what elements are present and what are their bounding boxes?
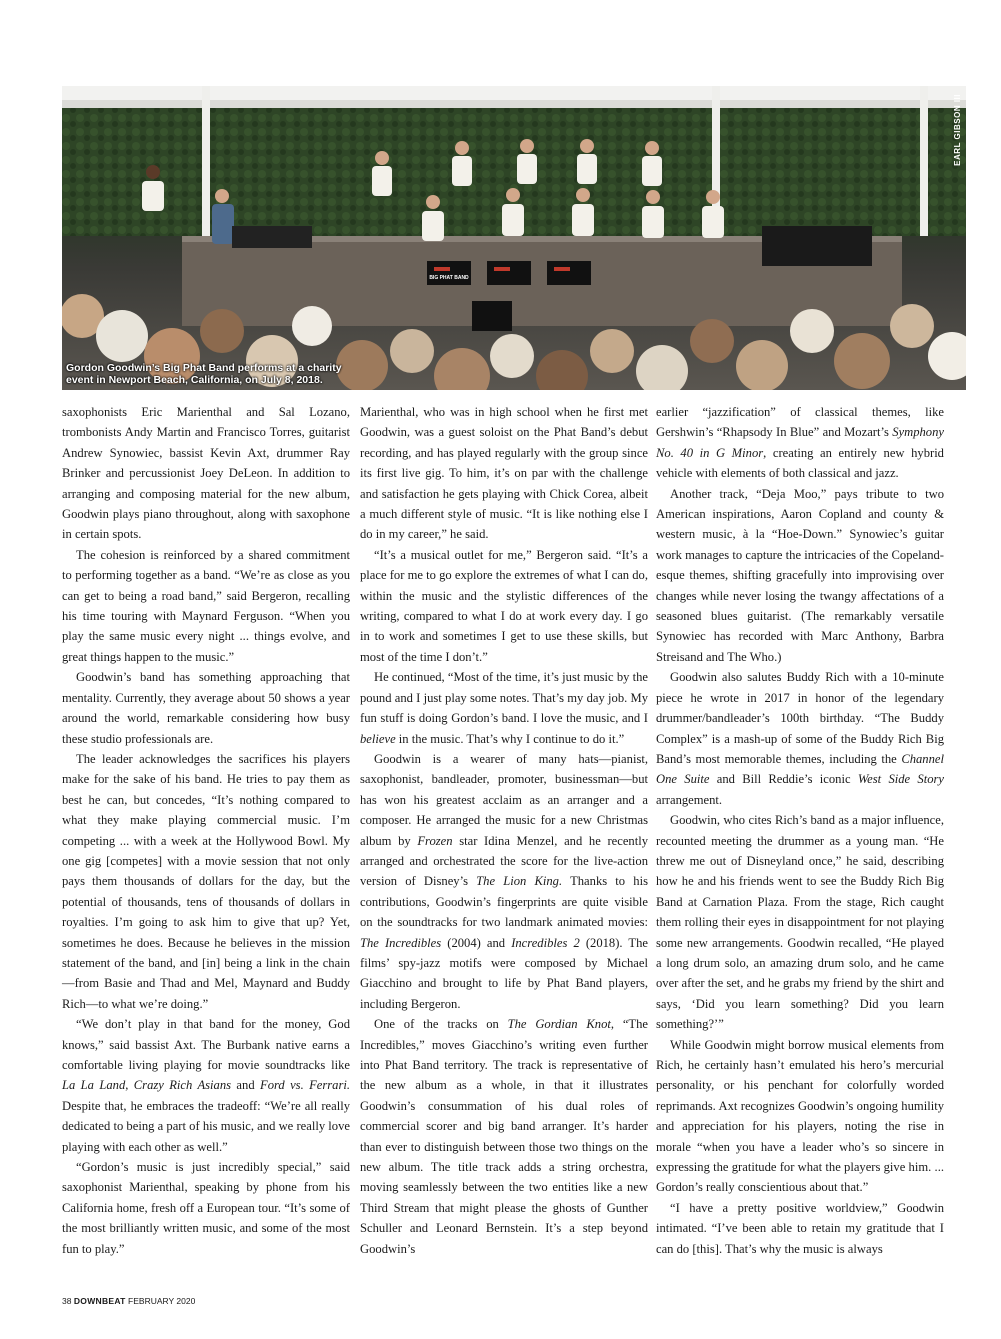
paragraph: The leader acknowledges the sacrifices his players make for the sake of his band. He tries to pay them as best he can, but concedes, “It’s nothing compared to what they make playing commercial music. I’m competing ... with a week at the Hollywood Bowl. My one gig [competes] with a movie session that not only pays them thousands of dollars for the day, but the potential of thousands, tens of thousands of dollars in royalties. I’m going to ask him to give that up? Yet, sometimes he does. Because he believes in the mission statement of the band, and [in] being a link in the chain—from Basie and Thad and Mel, Maynard and Buddy Rich—to what we’re doing.” xyxy=(62,751,350,1011)
paragraph: Goodwin is a wearer of many hats—pianist, saxophonist, bandleader, promoter, businessman—but has won his greatest acclaim as an arranger and a composer. He arranged the music for a new Christmas album by Frozen star Idina Menzel, and he recently arranged and orchestrated the score for the live-action version of Disney’s The Lion King. Thanks to his contributions, Goodwin’s fingerprints are quite visible on the soundtracks for two landmark animated movies: The Incredibles (2004) and Incredibles 2 (2018). The films’ spy-jazz motifs were composed by Michael Giacchino and brought to life by Phat Band players, including Bergeron. xyxy=(360,751,649,1011)
article-column-2 xyxy=(360,402,648,1259)
paragraph: “It’s a musical outlet for me,” Bergeron said. “It’s a place for me to go explore the extremes of what I can do, within the music and the stylistic differences of the writing, compared to what I do at work every day. I go in to work and sometimes I get to use these skills, but most of the time I don’t.” xyxy=(360,547,648,664)
paragraph: “Gordon’s music is just incredibly special,” said saxophonist Marienthal, speaking by phone from his California home, fresh off a European tour. “It’s some of the most brilliantly written music, and some of the most fun to play.” xyxy=(62,1160,350,1256)
paragraph: Another track, “Deja Moo,” pays tribute to two American inspirations, Aaron Copland and county & western music, à la “Hoe-Down.” Synowiec’s guitar work manages to capture the intricacies of the Copeland-esque themes, shifting gracefully into improvising over changes while never losing the twangy affectations of a seasoned blues guitarist. (The remarkably versatile Synowiec has recorded with Marc Anthony, Barbra Streisand and The Who.) xyxy=(656,486,944,664)
concert-photo xyxy=(62,86,966,390)
paragraph: Goodwin’s band has something approaching that mentality. Currently, they average about 50 shows a year around the world, remarkable considering how busy these studio professionals are. xyxy=(62,670,350,746)
paragraph: While Goodwin might borrow musical elements from Rich, he certainly hasn’t emulated his hero’s mercurial personality, or his penchant for colorfully worded reprimands. Axt recognizes Goodwin’s ongoing humility and appreciation for his players, noting the rise in morale “when you have a leader who’s so sincere in expressing the gratitude for what the players give him. ... Gordon’s really conscientious about that.” xyxy=(656,1037,944,1195)
paragraph: Marienthal, who was in high school when he first met Goodwin, was a guest soloist on the Phat Band’s debut recording, and has played regularly with the group since its first live gig. To him, it’s on par with the challenge and satisfaction he gets playing with Chick Corea, albeit a much different style of music. “It is like nothing else I do in my career,” he said. xyxy=(360,405,648,542)
paragraph: He continued, “Most of the time, it’s just music by the pound and I just play some notes. That’s my day job. My fun stuff is doing Gordon’s band. I love the music, and I believe in the music. That’s why I continue to do it.” xyxy=(360,670,648,746)
paragraph: earlier “jazzification” of classical themes, like Gershwin’s “Rhapsody In Blue” and Mozart’s Symphony No. 40 in G Minor, creating an entirely new hybrid vehicle with elements of both classical and jazz. xyxy=(656,405,944,481)
page-number: 38 xyxy=(62,1296,72,1306)
concert-photo-illustration xyxy=(62,86,966,390)
paragraph: “I have a pretty positive worldview,” Goodwin intimated. “I’ve been able to retain my gratitude that I can do [this]. That’s why the music is always xyxy=(656,1200,944,1256)
stand-label: BIG PHAT BAND xyxy=(429,275,469,281)
article-column-3 xyxy=(656,402,944,1259)
paragraph: Goodwin, who cites Rich’s band as a major influence, recounted meeting the drummer as a young man. “He threw me out of Disneyland once,” he said, describing how he and his friends went to see the Buddy Rich Big Band at Carnation Plaza. From the stage, Rich caught them rolling their eyes in disappointment for not playing some new arrangements. Goodwin recalled, “He played a long drum solo, an amazing drum solo, and he came over after the set, and he grabs my friend by the shirt and says, ‘Did you learn something? Did you learn something?’” xyxy=(656,813,944,1032)
paragraph: The cohesion is reinforced by a shared commitment to performing together as a band. “We’re as close as you can get to being a road band,” said Bergeron, recalling his time touring with Maynard Ferguson. “When you play the same music every night ... things evolve, and great things happen to the music.” xyxy=(62,547,350,664)
paragraph: Goodwin also salutes Buddy Rich with a 10-minute piece he wrote in 2017 in honor of the legendary drummer/bandleader’s 100th birthday. “The Buddy Complex” is a mash-up of some of the Buddy Rich Big Band’s most memorable themes, including the Channel One Suite and Bill Reddie’s iconic West Side Story arrangement. xyxy=(656,670,944,807)
paragraph: One of the tracks on The Gordian Knot, “The Incredibles,” moves Giacchino’s writing even further into Phat Band territory. The track is representative of the new album as a whole, in that it illustrates Goodwin’s consummation of his dual roles of commercial scorer and big band arranger. It’s harder than ever to distinguish between those two things on the new album. The title track adds a string orchestra, moving seamlessly between the two entities like a new Third Stream that might please the ghosts of Gunther Schuller and Leonard Bernstein. It’s a step beyond Goodwin’s xyxy=(360,1017,649,1256)
paragraph: “We don’t play in that band for the money, God knows,” said bassist Axt. The Burbank native earns a comfortable living playing for movie soundtracks like La La Land, Crazy Rich Asians and Ford vs. Ferrari. Despite that, he embraces the tradeoff: “We’re all really dedicated to being a part of his music, and we really love playing with each other as well.” xyxy=(62,1017,351,1154)
magazine-name: DOWNBEAT xyxy=(73,1296,126,1306)
paragraph: saxophonists Eric Marienthal and Sal Lozano, trombonists Andy Martin and Francisco Torres, guitarist Andrew Synowiec, bassist Kevin Axt, drummer Ray Brinker and percussionist Joey DeLeon. In addition to arranging and composing material for the new album, Goodwin plays piano throughout, along with saxophone in certain spots. xyxy=(62,405,350,542)
article-column-1 xyxy=(62,402,350,1259)
issue-date: FEBRUARY 2020 xyxy=(128,1296,196,1306)
photo-caption: Gordon Goodwin’s Big Phat Band performs at a charity event in Newport Beach, California, on July 8, 2018. xyxy=(66,362,342,386)
photo-credit: EARL GIBSON III xyxy=(953,94,962,166)
page-footer xyxy=(62,1296,195,1306)
